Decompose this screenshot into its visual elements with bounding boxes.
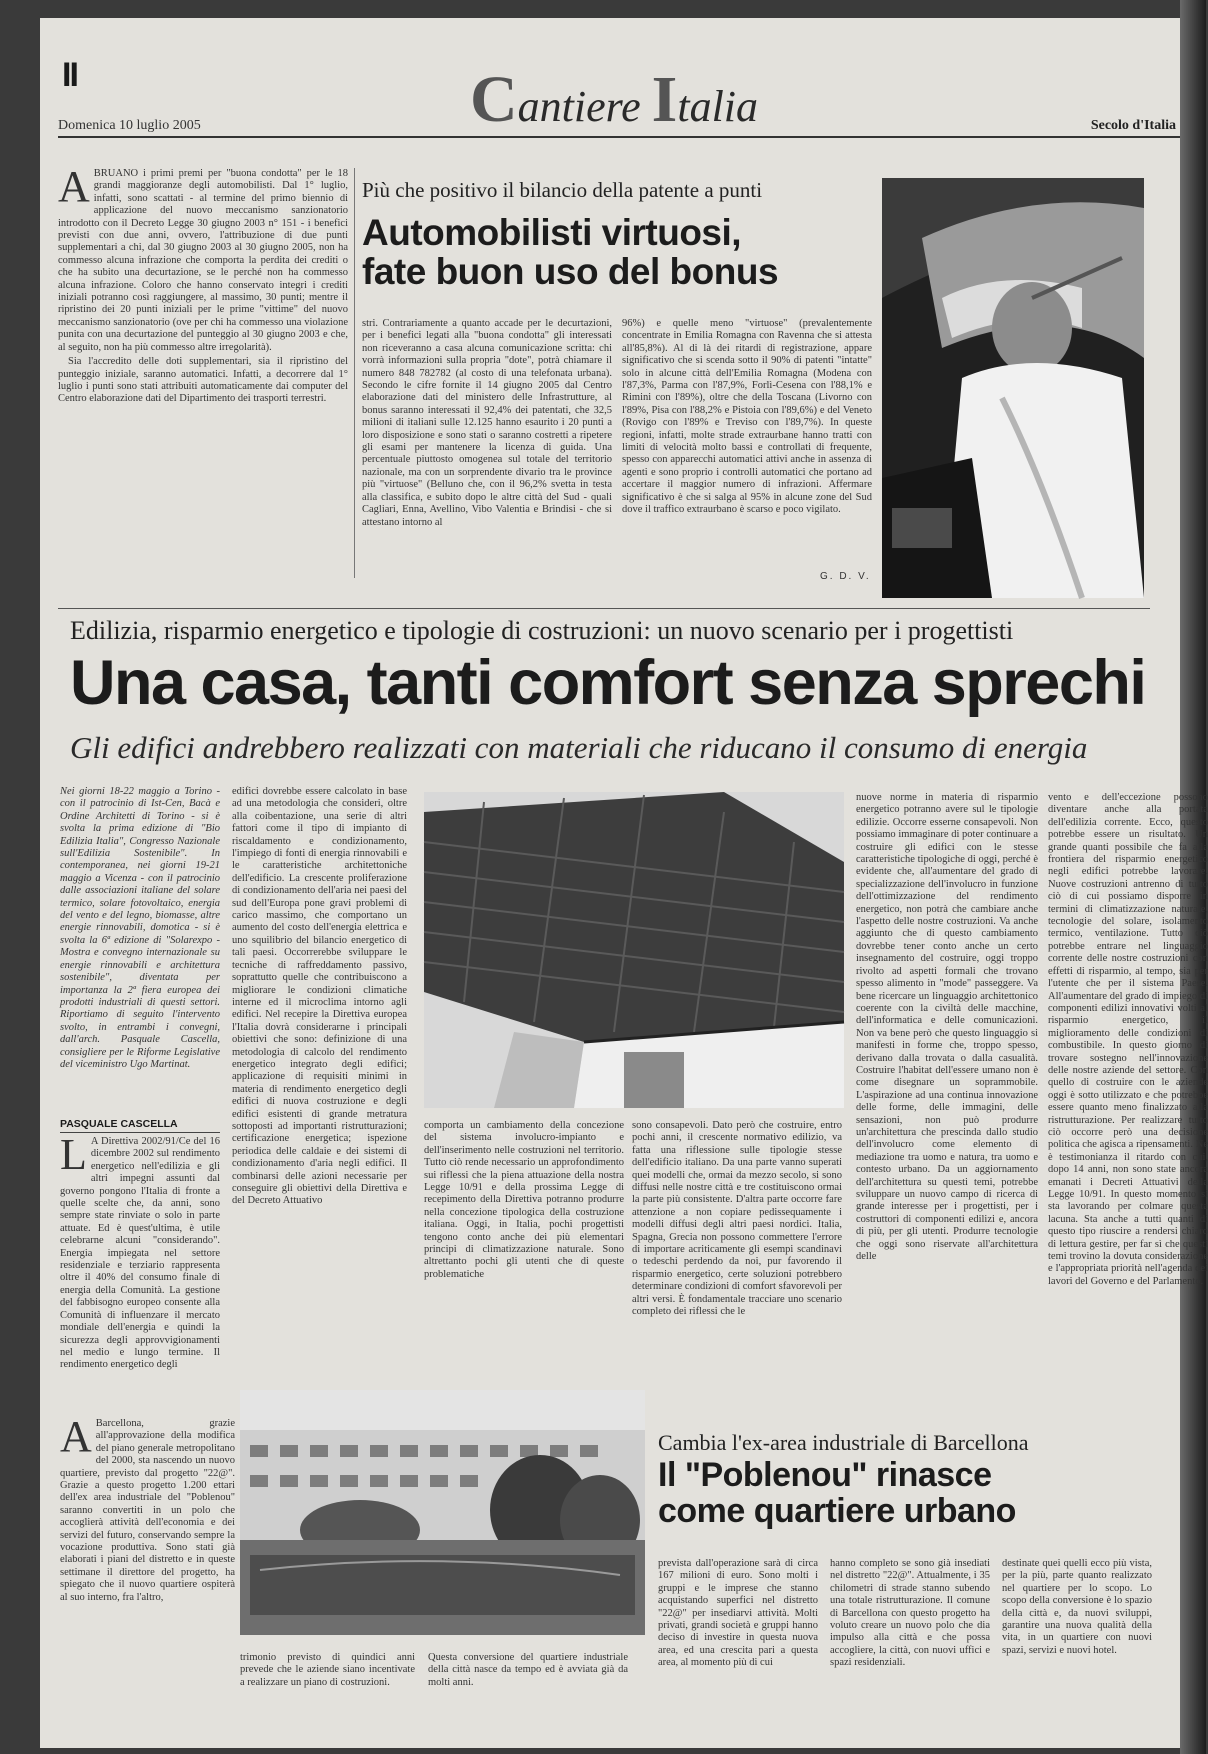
newspaper-name: Secolo d'Italia xyxy=(1090,118,1176,133)
photo-poblenou xyxy=(240,1390,645,1635)
article3-col4: prevista dall'operazione sarà di circa 167 milioni di euro. Sono molti i gruppi e le imprese che stanno acquistando superfici nel distretto "22@" per insediarvi attività. Molti privati, grandi società e gruppi hanno deciso di investire in questa nuova area, ed una crescita pari a questa area, al momento più di cui xyxy=(658,1558,818,1669)
article2-col5: nuove norme in materia di risparmio energetico potranno avere sul le tipologie edilizie. Occorre esserne consapevoli. Non possiamo immaginare di poter continuare a costruire gli edifici con le stesse caratteristiche tipologiche di oggi, perché è evidente che, all'aumentare del grado di specializzazione dell'involucro in funzione dell'ottimizzazione del rendimento energetico, non potrà che cambiare anche l'aspetto delle nostre costruzioni. Va anche aggiunto che di questo cambiamento dovrebbe tener conto anche un certo insegnamento del costruire, oggi troppo rivolto ad aspetti formali che trovano spesso alimento in "mode" passeggere. Va bene ricercare un linguaggio architettonico coerente con la civiltà delle macchine, dell'informatica e delle comunicazioni. Non va bene però che questo linguaggio si manifesti in forme che, troppo spesso, derivano dalla trovata o dalla casualità. Costruire l'habitat dell'essere umano non è come disegnare un soprammobile. L'aspirazione ad una continua innovazione delle forme, delle immagini, delle sensazioni, non può produrre un'architettura che prescinda dallo studio dell'involucro come elemento di mediazione tra uomo e natura, tra uomo e contesto urbano. Da un aggiornamento dell'architettura su questi temi, potrebbe sviluppare un nuovo campo di ricerca di grande interesse per i progettisti, per i costruttori di componenti edilizi e, ancora di più, per gli utenti. Produrre tecnologie che oggi sono riservate all'architettura delle xyxy=(856,792,1038,1263)
article2-col2: edifici dovrebbe essere calcolato in base ad una metodologia che consideri, oltre alla coibentazione, una serie di altri fattori come il tipo di impianto di riscaldamento e condizionamento, l'impiego di fonti di energia rinnovabili e le caratteristiche architettoniche dell'edificio. La crescente proliferazione di condizionamento dell'aria nei paesi del sud dell'Europa pone gravi problemi di carico massimo, che comportano un aumento del costo dell'energia elettrica e uno squilibrio del bilancio energetico di tali paesi. Occorrerebbe sviluppare le tecniche di raffreddamento passivo, soprattutto quelle che contribuiscono a migliorare le condizioni climatiche interne ed il microclima intorno agli edifici. Nel recepire la Direttiva europea l'Italia dovrà considerarne i principali obiettivi che sono: definizione di una metodologia di calcolo del rendimento energetico integrato degli edifici; applicazione di requisiti minimi in materia di rendimento energetico degli edifici di nuova costruzione e degli edifici esistenti di grande metratura sottoposti ad importanti ristrutturazioni; certificazione energetica; ispezione periodica delle caldaie e dei sistemi di condizionamento d'aria negli edifici. Il combinarsi delle azioni necessarie per conseguire gli obiettivi della Direttiva e del Decreto Attuativo xyxy=(232,786,407,1207)
article2-subhead: Gli edifici andrebbero realizzati con materiali che riducano il consumo di energia xyxy=(70,730,1088,765)
column-rule xyxy=(354,168,355,578)
article3-headline xyxy=(658,1458,1158,1529)
article3-headline-line1: Il "Poblenou" rinasce xyxy=(658,1456,992,1494)
photo-roof xyxy=(424,792,844,1108)
masthead-initial2: I xyxy=(651,63,678,136)
article1-dropcap: A xyxy=(58,162,90,211)
article1-headline-line1: Automobilisti virtuosi, xyxy=(362,212,742,253)
article1-headline xyxy=(362,214,882,292)
article2-dropcap: L xyxy=(60,1130,87,1179)
article3-col6: destinate quei quelli ecco più vista, per la più, parte quanto realizzato nel quartiere per lo scopo. Lo scopo della conversione è lo spazio della città e, da nuovi sviluppi, garantire una nuova qualità della vita, in un quartiere con nuovi spazi, servizi e nuovi hotel. xyxy=(1002,1558,1152,1656)
article1-col3: 96%) e quelle meno "virtuose" (prevalentemente concentrate in Emilia Romagna con Ravenna che si attesta all'85,8%). Al di là dei ritardi di registrazione, appare significativo che si scenda sotto il 90% di patenti "intatte" solo in alcune città dell'Emilia Romagna (Modena con l'87,3%, Parma con l'87,9%, Forlì-Cesena con l'88,1% e Rimini con l'89%), oltre che della Toscana (Livorno con l'89%, Pisa con l'88,2% e Pistoia con l'89,6%) e del Veneto (Rovigo con l'89% e Treviso con l'89,7%). In queste regioni, infatti, molte strade extraurbane hanno tratti con limiti di velocità molto bassi e controllati di frequente, spesso con apparecchi automatici attivi anche in assenza di agenti e sono proprio i controlli automatici che portano ad accertare il maggior numero di infrazioni. Affermare significativo è che si salga al 95% in alcune zone del Sud dove il traffico extraurbano è scarso e poco vigilato. xyxy=(622,318,872,516)
article2-kicker: Edilizia, risparmio energetico e tipologie di costruzioni: un nuovo scenario per i progettisti xyxy=(70,616,1014,645)
article3-col2: trimonio previsto di quindici anni prevede che le aziende siano incentivate a realizzare un piano di costruzioni. xyxy=(240,1652,415,1688)
photo-car-interior xyxy=(882,178,1144,598)
car-interior-image xyxy=(882,178,1144,598)
article2-intro: Nei giorni 18-22 maggio a Torino - con il patrocinio di Ist-Cen, Bacà e Ordine Architetti di Torino - si è svolta la prima edizione di "Bio Edilizia Italia", Congresso Nazionale sull'Edilizia Sostenibile". In contemporanea, nei giorni 19-21 maggio a Vicenza - con il patrocinio dalle associazioni italiane del solare termico, solare fotovoltaico, energia del vento e del legno, biomasse, altre energie rinnovabili, domotica - si è svolta la 6ª edizione di "Solarexpo - Mostra e convegno internazionale su energie rinnovabili e architettura sostenibile", diventata per importanza la 2ª fiera europea dei prodotti industriali di questi settori. Riportiamo di seguito l'intervento svolto, in entrambi i convegni, dall'arch. Pasquale Cascella, consigliere per le Riforme Legislative del viceministro Ugo Martinat. xyxy=(60,786,220,1070)
article3-kicker: Cambia l'ex-area industriale di Barcellona xyxy=(658,1430,1029,1455)
article2-col6: vento e dell'eccezione possono diventare anche alla portata dell'edilizia corrente. Ecco, questo potrebbe essere un risultato. Un grande quanti possibile che fa alla frontiera del risparmio energetico negli edifici potrebbe lavorare. Nuove costruzioni antrenno di tutto ciò di cui possiamo disporre in termini di climatizzazione naturale, tecnologie del solare, isolamento termico, ventilazione. Tutto ciò potrebbe entrare nel linguaggio corrente delle nostre costruzioni con effetti di risparmio, al tempo, sia per l'utente che per il sistema Paese. All'aumentare del grado di impiego di componenti edilizi innovativi volti al risparmio energetico, il miglioramento delle condizioni di combustibile. In questo giorno di trovare sostegno nell'innovazione delle nostre aziende del settore. Con quello di costruire con le aziende oggi è sotto utilizzato e che potrebbe essere quanto meno finalizzato alla ristrutturazione. Per realizzare tutto ciò occorre però una decisione politica che agisca a ripensamenti. Ne è testimonianza il ritardo con cui, dopo 14 anni, non sono state ancora emanati i Decreti Attuativi della Legge 10/91. In questo momento si sta lavorando per colmare questa lacuna. Sta anche a tutti quanti di questo tipo riuscire a rendersi chiaro di lettura gestire, per far sì che questi temi trovino la dovuta considerazione e l'appropriata priorità nell'agenda dei lavori del Governo e del Parlamento. xyxy=(1048,792,1208,1287)
roof-image xyxy=(424,792,844,1108)
newspaper-page xyxy=(40,18,1208,1748)
article2-col3: comporta un cambiamento della concezione del sistema involucro-impianto e dell'inserimento nelle costruzioni nel territorio. Tutto ciò rende necessario un approfondimento sui riflessi che la piena attuazione della nostra Legge 10/91 e della prossima Legge di recepimento della Direttiva potranno produrre nella concezione tipologica della costruzione italiana. Oggi, in Italia, pochi progettisti tengono conto anche dei più elementari principi di climatizzazione naturale. Sono altrettanto pochi gli utenti che di queste problematiche xyxy=(424,1120,624,1280)
article2-col1-body: A Direttiva 2002/91/Ce del 16 dicembre 2002 sul rendimento energetico nell'edilizia e gli altri impegni assunti dal governo pongono l'Italia di fronte a quelle scelte che, da anni, sono sempre state rinviate o solo in parte attuate. Ed è quest'ultima, è utile celebrarne alcuni "considerando". Energia impiegata nel settore residenziale e terziario rappresenta oltre il 40% del consumo finale di energia della Comunità. La gestione del fabbisogno europeo consente alla Comunità di influenzare il mercato mondiale dell'energia e quindi la sicurezza degli approvvigionamenti nel medio e lungo termine. Il rendimento energetico degli xyxy=(60,1136,220,1371)
article1-lead: BRUANO i primi premi per "buona condotta" per le 18 grandi maggioranze degli automobilisti. Dal 1° luglio, infatti, sono scattati - al termine del primo biennio di applicazione del nuovo meccanismo sanzionatorio introdotto con il Decreto Legge 30 giugno 2003 n° 151 - i benefici previsti con due anni, ovvero, l'attribuzione di due punti supplementari a chi, dal 30 giugno 2003 al 30 giugno 2005, non ha commesso alcuna infrazione che comporta la perdita dei crediti o che ha subito una decurtazione, se le perché non ha commesso alcuna infrazione. Coloro che hanno conservato integri i crediti iniziali potranno così raggiungere, al massimo, 30 punti; mentre il ripristino dei 20 punti iniziali per le prime "vittime" del nuovo meccanismo sanzionatorio (ove per chi ha commesso una violazione punita con una decurtazione del punteggio al 30 giugno 2003 e che, al seguito, non ha più commesso altre irregolarità). xyxy=(58,168,348,353)
article3-col1-body: Barcellona, grazie all'approvazione della modifica del piano generale metropolitano del 2000, sta nascendo un nuovo quartiere, previsto dal progetto "22@". Grazie a questo progetto 1.200 ettari dell'ex area industriale del "Poblenou" saranno convertiti in un polo che accoglierà attività dell'economia e dei servizi del futuro, conservando sempre la vocazione produttiva. Sono stati già elaborati i piani del distretto e in queste settimane il direttore del progetto, ha spiegato che il nuovo quartiere ospiterà al suo interno, fra l'altro, xyxy=(60,1418,235,1603)
issue-date: Domenica 10 luglio 2005 xyxy=(58,118,201,133)
poblenou-image xyxy=(240,1390,645,1635)
article2-byline: PASQUALE CASCELLA xyxy=(60,1118,220,1133)
article3-col3: Questa conversione del quartiere industriale della città nasce da tempo ed è avviata già da molti anni. xyxy=(428,1652,628,1688)
header-rule xyxy=(58,136,1180,138)
page-number: II xyxy=(62,56,77,94)
article1-col1 xyxy=(58,162,348,578)
article1-col1-rest: Sia l'accredito delle doti supplementari, sia il ripristino del punteggio iniziale, saranno automatici. Infatti, a decorrere dal 1° luglio i punti sono stati attribuiti automaticamente dai computer del Centro elaborazione dati del Dipartimento dei trasporti terrestri. xyxy=(58,356,348,405)
article3-col5: hanno completo se sono già insediati nel distretto "22@". Attualmente, i 35 chilometri di strade stanno subendo una totale ristrutturazione. Il comune di Barcellona con questo progetto ha voluto creare un nuovo polo che dia impulso alla città e che possa accogliere, la città, con nuovi uffici e spazi residenziali. xyxy=(830,1558,990,1669)
article1-headline-line2: fate buon uso del bonus xyxy=(362,250,779,292)
article3-headline-line2: come quartiere urbano xyxy=(658,1491,1016,1530)
section-divider xyxy=(58,608,1150,609)
article3-dropcap: A xyxy=(60,1412,92,1461)
article2-headline: Una casa, tanti comfort senza sprechi xyxy=(70,648,1146,718)
article2-col1 xyxy=(60,1130,220,1384)
masthead-end: talia xyxy=(677,82,759,131)
article1-signature: G. D. V. xyxy=(820,571,871,582)
article3-col1 xyxy=(60,1412,235,1718)
masthead-initial: C xyxy=(470,63,518,136)
section-masthead xyxy=(470,62,758,138)
masthead-mid: antiere xyxy=(517,82,652,131)
article1-kicker: Più che positivo il bilancio della patente a punti xyxy=(362,178,763,202)
article2-col4: sono consapevoli. Dato però che costruire, entro pochi anni, il crescente normativo edilizio, va fatta una riflessione sulle tipologie stesse dell'edificio italiano. Da una parte vanno superati quei modelli che, ormai da mezzo secolo, si sono diffusi nelle nostre città e tre costituiscono ormai la parte più consistente. D'altra parte occorre fare attenzione a non copiare pedissequamente i modelli diffusi degli altri paesi nordici. Italia, Spagna, Grecia non possono commettere l'errore di importare acriticamente gli esempi scandinavi o tedeschi perdendo da noi, pur favorendo il risparmio energetico, certe soluzioni potrebbero determinare condizioni di comfort sfavorevoli per altri versi. È fondamentale tracciare uno scenario completo dei riflessi che le xyxy=(632,1120,842,1318)
article1-col2: stri. Contrariamente a quanto accade per le decurtazioni, per i benefici legati alla "buona condotta" gli interessati non riceveranno a casa alcuna comunicazione scritta: chi vorrà informazioni sulla propria "dote", potrà chiamare il numero 848 782782 (al costo di una telefonata urbana). Secondo le cifre fornite il 14 giugno 2005 dal Centro elaborazione dati del ministero delle Infrastrutture, al bonus saranno interessati il 92,4% dei patentati, che 32,5 milioni di italiani sulle 12.125 hanno esaurito i 20 punti a loro disposizione e sono stati o saranno costretti a ripetere gli esami per mantenere la licenza di guida. Una percentuale piuttosto omogenea sul totale del territorio nazionale, ma con un sorprendente divario tra le province più "virtuose" (Belluno che, con il 96,2% svetta in testa alla classifica, e subito dopo le altre città del Sud - quali Cagliari, Enna, Avellino, Vibo Valentia e Brindisi - che si attestano intorno al xyxy=(362,318,612,528)
